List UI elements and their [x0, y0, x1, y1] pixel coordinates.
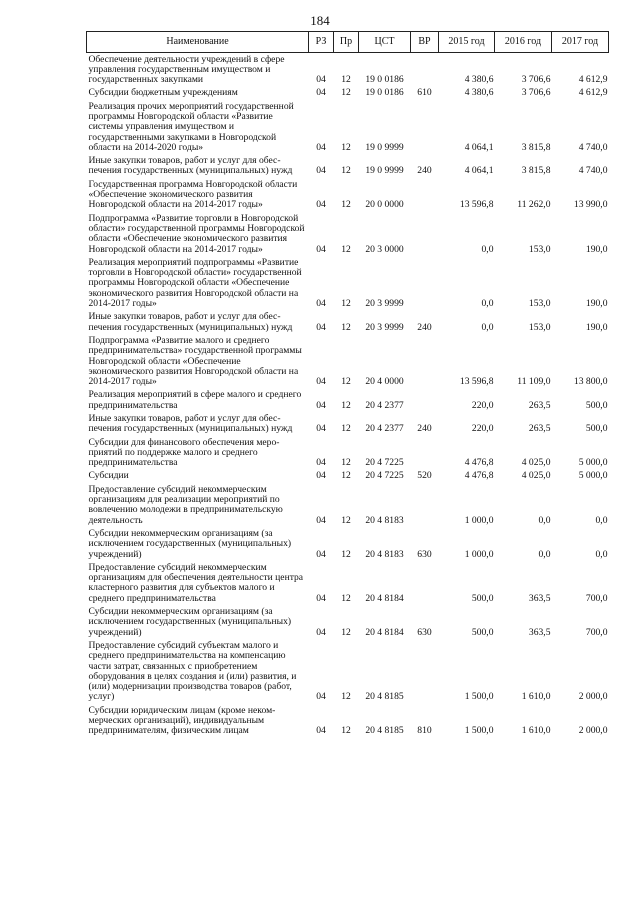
table-row	[87, 413, 609, 437]
row-name: Предоставление субсидий некоммерческим организациям для обеспечения деятельности центра кластерного развития для субъектов малого и среднего предпринимательства	[88, 561, 304, 604]
row-value-2016: 363,5	[528, 626, 551, 638]
row-vr: 630	[417, 626, 432, 638]
row-name: Субсидии для финансового обеспечения мероприятий по поддержке малого и среднего предпринимательства	[88, 436, 280, 469]
row-value-2016: 11 262,0	[517, 199, 551, 211]
row-value-2016: 153,0	[528, 243, 551, 255]
row-cst: 19 0 0186	[365, 87, 404, 99]
row-vr	[411, 436, 439, 470]
row-value-2016: 4 025,0	[521, 470, 551, 482]
row-value-2015: 1 500,0	[464, 691, 494, 703]
row-value-2015: 1 500,0	[464, 725, 494, 737]
row-value-2017: 4 740,0	[578, 141, 608, 153]
row-name: Субсидии бюджетным учреждениям	[88, 87, 238, 99]
row-rz: 04	[316, 457, 326, 469]
row-cst: 20 4 0000	[365, 376, 404, 388]
row-rz: 04	[316, 376, 326, 388]
row-value-2016: 263,5	[528, 423, 551, 435]
row-value-2016: 363,5	[528, 592, 551, 604]
row-value-2016: 0,0	[538, 514, 551, 526]
row-pr: 12	[341, 514, 351, 526]
budget-table	[86, 31, 609, 738]
row-value-2016: 263,5	[528, 399, 551, 411]
row-cst: 20 4 8185	[365, 725, 404, 737]
row-value-2016: 4 025,0	[521, 457, 551, 469]
table-row	[87, 178, 609, 212]
row-name: Подпрограмма «Развитие малого и среднего предпринимательства» государственной программы Новгородской области «Обеспечение экономического развития Новгородской области на 2014-2017 годы»	[88, 334, 302, 388]
row-name: Реализация прочих мероприятий государственной программы Новгородской области «Развитие системы управления имуществом и государственными закупками в Новгородской области на 2014-2020 годы»	[88, 100, 294, 153]
table-row	[87, 436, 609, 470]
table-row	[87, 256, 609, 310]
row-pr: 12	[341, 298, 351, 310]
row-cst: 20 3 9999	[365, 298, 404, 310]
row-rz: 04	[316, 399, 326, 411]
row-cst: 20 4 2377	[365, 423, 404, 435]
row-name: Государственная программа Новгородской области «Обеспечение экономического развития Новгородской области на 2014-2017 годы»	[88, 178, 298, 211]
row-vr: 810	[417, 725, 432, 737]
row-value-2016: 1 610,0	[521, 691, 551, 703]
row-pr: 12	[341, 592, 351, 604]
row-value-2015: 1 000,0	[464, 514, 494, 526]
row-value-2015: 0,0	[481, 298, 494, 310]
row-cst: 20 4 8183	[365, 548, 404, 560]
row-rz: 04	[316, 165, 326, 177]
row-rz: 04	[316, 626, 326, 638]
row-value-2015: 4 476,8	[464, 470, 494, 482]
header-2015: 2015 год	[439, 32, 495, 53]
row-value-2015: 4 380,6	[464, 74, 494, 86]
table-header-row	[87, 32, 609, 53]
header-2017: 2017 год	[552, 32, 609, 53]
row-value-2017: 190,0	[585, 243, 608, 255]
row-pr: 12	[341, 470, 351, 482]
header-rz: РЗ	[309, 32, 334, 53]
row-value-2017: 13 800,0	[573, 376, 608, 388]
row-value-2015: 13 596,8	[459, 199, 494, 211]
row-rz: 04	[316, 199, 326, 211]
row-value-2016: 3 815,8	[521, 165, 551, 177]
row-cst: 20 4 8184	[365, 626, 404, 638]
row-cst: 19 0 9999	[365, 165, 404, 177]
row-rz: 04	[316, 470, 326, 482]
row-value-2015: 1 000,0	[464, 548, 494, 560]
row-rz: 04	[316, 725, 326, 737]
table-row	[87, 704, 609, 738]
row-vr	[411, 334, 439, 388]
row-value-2016: 153,0	[528, 321, 551, 333]
table-body	[87, 53, 609, 739]
row-value-2015: 220,0	[471, 399, 494, 411]
page-number: 184	[310, 13, 330, 28]
row-value-2017: 5 000,0	[578, 457, 608, 469]
row-rz: 04	[316, 298, 326, 310]
row-value-2016: 3 815,8	[521, 141, 551, 153]
row-pr: 12	[341, 423, 351, 435]
row-pr: 12	[341, 243, 351, 255]
row-value-2017: 500,0	[585, 399, 608, 411]
row-pr: 12	[341, 691, 351, 703]
row-value-2017: 13 990,0	[573, 199, 608, 211]
row-vr	[411, 212, 439, 256]
row-rz: 04	[316, 321, 326, 333]
row-name: Иные закупки товаров, работ и услуг для обеспечения государственных (муниципальных) нужд	[88, 413, 293, 435]
row-rz: 04	[316, 74, 326, 86]
row-vr: 520	[417, 470, 432, 482]
row-name: Субсидии юридическим лицам (кроме некоммерческих организаций), индивидуальным предпринимателям, физическим лицам	[88, 704, 276, 737]
row-value-2015: 13 596,8	[459, 376, 494, 388]
row-value-2017: 0,0	[595, 514, 608, 526]
row-value-2017: 0,0	[595, 548, 608, 560]
row-vr: 240	[417, 423, 432, 435]
row-pr: 12	[341, 457, 351, 469]
row-vr: 240	[417, 321, 432, 333]
row-vr	[411, 639, 439, 704]
row-name: Субсидии	[88, 470, 129, 482]
row-rz: 04	[316, 141, 326, 153]
row-vr	[411, 561, 439, 605]
row-rz: 04	[316, 548, 326, 560]
row-name: Иные закупки товаров, работ и услуг для обеспечения государственных (муниципальных) нужд	[88, 311, 293, 333]
table-row	[87, 470, 609, 483]
row-value-2017: 190,0	[585, 298, 608, 310]
row-name: Иные закупки товаров, работ и услуг для обеспечения государственных (муниципальных) нужд	[88, 155, 293, 177]
row-vr	[411, 483, 439, 527]
row-vr: 630	[417, 548, 432, 560]
row-value-2016: 153,0	[528, 298, 551, 310]
row-value-2017: 4 612,9	[578, 74, 608, 86]
row-cst: 20 3 9999	[365, 321, 404, 333]
table-row	[87, 53, 609, 87]
table-row	[87, 389, 609, 413]
row-cst: 20 4 8183	[365, 514, 404, 526]
row-value-2016: 3 706,6	[521, 87, 551, 99]
header-name: Наименование	[87, 32, 309, 53]
row-vr: 240	[417, 165, 432, 177]
row-cst: 19 0 0186	[365, 74, 404, 86]
table-row	[87, 334, 609, 388]
row-rz: 04	[316, 514, 326, 526]
row-vr	[411, 53, 439, 87]
row-value-2015: 500,0	[471, 626, 494, 638]
row-rz: 04	[316, 592, 326, 604]
row-rz: 04	[316, 691, 326, 703]
row-cst: 20 0 0000	[365, 199, 404, 211]
row-rz: 04	[316, 243, 326, 255]
table-row	[87, 527, 609, 561]
row-value-2015: 4 476,8	[464, 457, 494, 469]
row-value-2017: 4 612,9	[578, 87, 608, 99]
row-pr: 12	[341, 165, 351, 177]
row-value-2015: 0,0	[481, 321, 494, 333]
row-cst: 20 4 7225	[365, 457, 404, 469]
table-row	[87, 311, 609, 335]
row-name: Реализация мероприятий в сфере малого и среднего предпринимательства	[88, 389, 302, 411]
row-vr	[411, 256, 439, 310]
row-pr: 12	[341, 321, 351, 333]
table-row	[87, 100, 609, 154]
row-name: Субсидии некоммерческим организациям (за исключением государственных (муниципальных) учреждений)	[88, 527, 292, 560]
row-pr: 12	[341, 141, 351, 153]
row-value-2015: 4 064,1	[464, 141, 494, 153]
row-value-2015: 0,0	[481, 243, 494, 255]
row-cst: 20 4 8184	[365, 592, 404, 604]
row-name: Предоставление субсидий субъектам малого и среднего предпринимательства на компенсацию части затрат, связанных с приобретением оборудования в целях создания и (или) развития, и (или) модернизации производства товаров (работ, услуг)	[88, 639, 297, 703]
row-pr: 12	[341, 199, 351, 211]
row-value-2017: 4 740,0	[578, 165, 608, 177]
row-name: Подпрограмма «Развитие торговли в Новгородской области» государственной программы Новгородской области «Обеспечение экономического развития Новгородской области на 2014-2017 годы»	[88, 212, 305, 255]
row-value-2017: 5 000,0	[578, 470, 608, 482]
row-value-2015: 220,0	[471, 423, 494, 435]
row-value-2017: 2 000,0	[578, 691, 608, 703]
header-2016: 2016 год	[495, 32, 552, 53]
row-value-2017: 700,0	[585, 592, 608, 604]
row-vr: 610	[417, 87, 432, 99]
table-row	[87, 212, 609, 256]
table-row	[87, 606, 609, 640]
row-pr: 12	[341, 725, 351, 737]
row-value-2017: 700,0	[585, 626, 608, 638]
row-pr: 12	[341, 626, 351, 638]
row-value-2016: 11 109,0	[517, 376, 551, 388]
row-rz: 04	[316, 87, 326, 99]
row-name: Обеспечение деятельности учреждений в сфере управления государственным имуществом и государственных закупками	[88, 53, 285, 86]
header-pr: Пр	[334, 32, 359, 53]
row-value-2015: 4 064,1	[464, 165, 494, 177]
table-row	[87, 155, 609, 179]
row-pr: 12	[341, 74, 351, 86]
row-value-2017: 2 000,0	[578, 725, 608, 737]
row-name: Предоставление субсидий некоммерческим организациям для реализации мероприятий по вовлечению молодежи в предпринимательскую деятельность	[88, 483, 283, 526]
row-vr	[411, 389, 439, 413]
row-cst: 20 4 2377	[365, 399, 404, 411]
row-value-2015: 4 380,6	[464, 87, 494, 99]
row-pr: 12	[341, 399, 351, 411]
row-value-2016: 3 706,6	[521, 74, 551, 86]
table-row	[87, 483, 609, 527]
row-pr: 12	[341, 548, 351, 560]
table-row	[87, 561, 609, 605]
header-vr: ВР	[411, 32, 439, 53]
row-vr	[411, 100, 439, 154]
row-name: Реализация мероприятий подпрограммы «Развитие торговли в Новгородской области» государственной программы Новгородской области «Обеспечение экономического развития Новгородской области на 2014-2017 годы»	[88, 256, 302, 310]
row-value-2015: 500,0	[471, 592, 494, 604]
row-cst: 19 0 9999	[365, 141, 404, 153]
row-cst: 20 3 0000	[365, 243, 404, 255]
row-vr	[411, 178, 439, 212]
row-pr: 12	[341, 87, 351, 99]
table-row	[87, 87, 609, 100]
row-value-2016: 0,0	[538, 548, 551, 560]
row-name: Субсидии некоммерческим организациям (за исключением государственных (муниципальных) учреждений)	[88, 606, 292, 638]
row-rz: 04	[316, 423, 326, 435]
row-value-2017: 190,0	[585, 321, 608, 333]
row-cst: 20 4 7225	[365, 470, 404, 482]
row-value-2016: 1 610,0	[521, 725, 551, 737]
row-value-2017: 500,0	[585, 423, 608, 435]
row-pr: 12	[341, 376, 351, 388]
header-cst: ЦСТ	[359, 32, 411, 53]
table-row	[87, 639, 609, 704]
row-cst: 20 4 8185	[365, 691, 404, 703]
